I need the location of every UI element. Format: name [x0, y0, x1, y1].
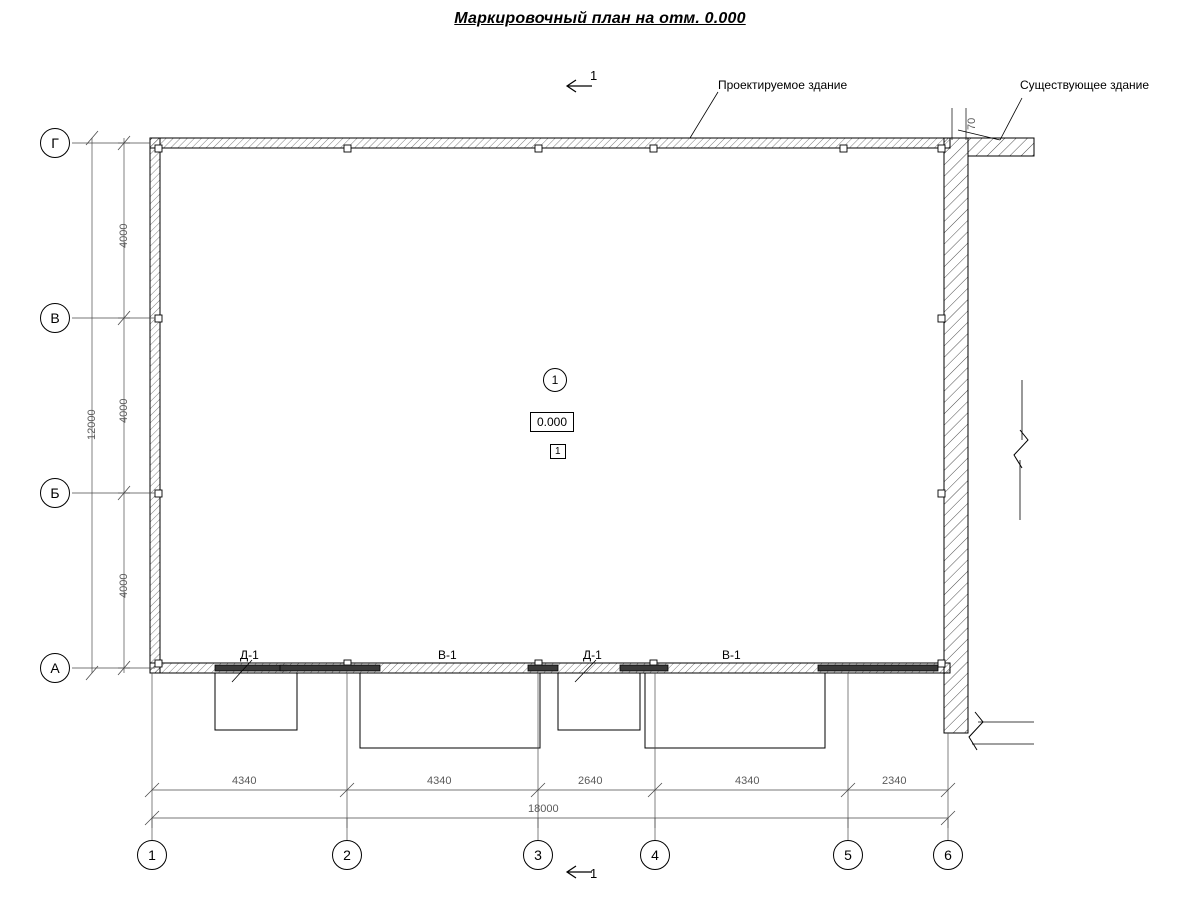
- horizontal-dimension-1: 4340: [232, 775, 257, 787]
- designed-building-label: Проектируемое здание: [718, 78, 848, 92]
- section-mark-top-label: 1: [590, 68, 598, 83]
- horizontal-dimension-3: 2640: [578, 775, 603, 787]
- axis-bubble-g: Г: [40, 128, 70, 158]
- horizontal-dimension-2: 4340: [427, 775, 452, 787]
- vertical-dimension-3: 4000: [118, 573, 130, 598]
- axis-bubble-a: А: [40, 653, 70, 683]
- window-mark-v1-right: В-1: [722, 648, 741, 662]
- elevation-mark-box: 0.000: [530, 412, 574, 432]
- axis-bubble-b: Б: [40, 478, 70, 508]
- section-mark-bottom-label: 1: [590, 866, 598, 881]
- window-mark-v1-left: В-1: [438, 648, 457, 662]
- axis-bubble-6: 6: [933, 840, 963, 870]
- axis-bubble-2: 2: [332, 840, 362, 870]
- axis-bubble-3: 3: [523, 840, 553, 870]
- horizontal-dimension-total: 18000: [528, 803, 559, 815]
- existing-building-label: Существующее здание: [1020, 78, 1150, 92]
- vertical-dimension-1: 4000: [118, 223, 130, 248]
- door-mark-d1-left: Д-1: [240, 648, 259, 662]
- wall-thickness-label: 70: [966, 117, 978, 130]
- door-mark-d1-right: Д-1: [583, 648, 602, 662]
- axis-bubble-v: В: [40, 303, 70, 333]
- vertical-dimension-2: 4000: [118, 398, 130, 423]
- axis-bubble-4: 4: [640, 840, 670, 870]
- floor-type-box: 1: [550, 444, 566, 459]
- horizontal-dimension-4: 4340: [735, 775, 760, 787]
- room-number-bubble: 1: [543, 368, 567, 392]
- axis-bubble-1: 1: [137, 840, 167, 870]
- axis-bubble-5: 5: [833, 840, 863, 870]
- horizontal-dimension-5: 2340: [882, 775, 907, 787]
- vertical-dimension-total: 12000: [86, 409, 98, 440]
- drawing-title: Маркировочный план на отм. 0.000: [454, 10, 746, 27]
